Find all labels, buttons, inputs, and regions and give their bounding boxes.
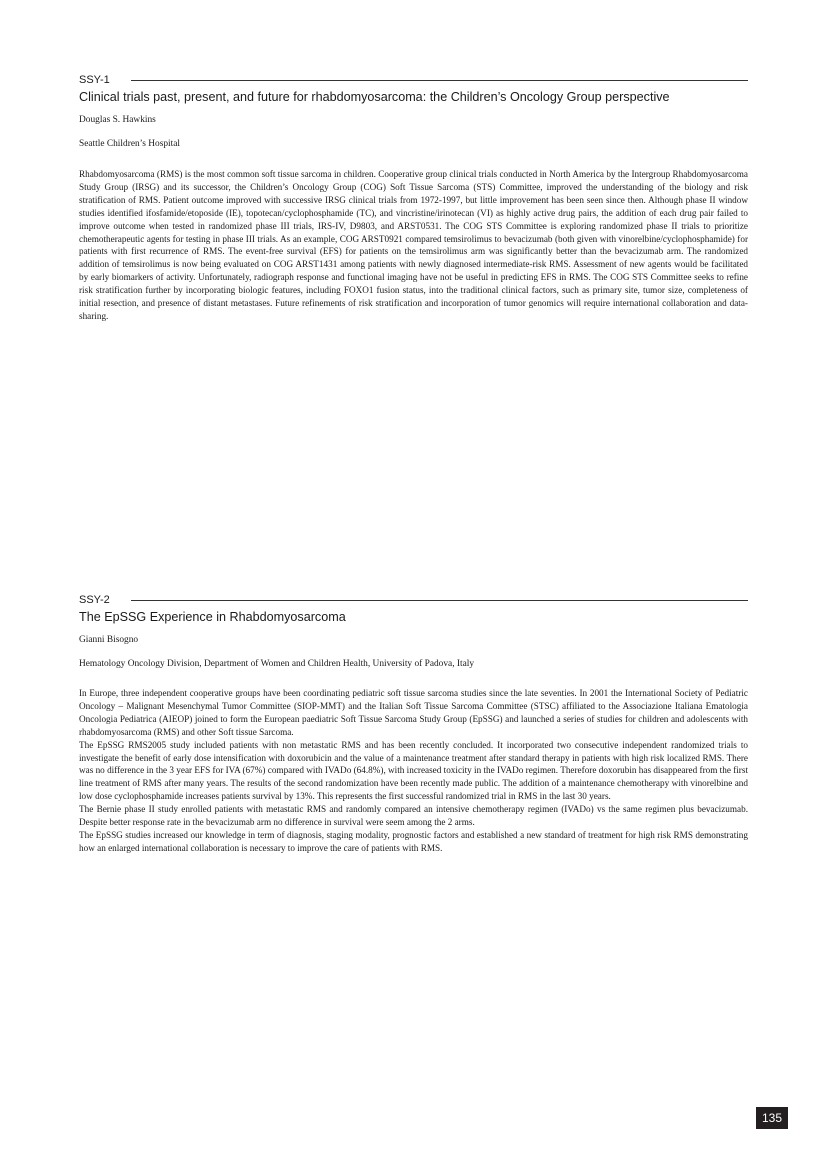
abstract-header bbox=[79, 593, 748, 607]
body-paragraph: The Bernie phase II study enrolled patients with metastatic RMS and randomly compared an intensive chemotherapy regimen (IVADo) vs the same regimen plus bevacizumab. Despite better response rate in the bevacizumab arm no difference in survival were seem among the 2 arms. bbox=[79, 804, 748, 828]
author-name: Gianni Bisogno bbox=[79, 635, 139, 645]
header-rule bbox=[131, 80, 748, 81]
abstract-ssy-2 bbox=[79, 593, 748, 855]
abstract-code: SSY-2 bbox=[79, 594, 110, 606]
abstract-body bbox=[79, 168, 748, 323]
abstract-ssy-1 bbox=[79, 73, 748, 323]
body-paragraph: The EpSSG studies increased our knowledge in term of diagnosis, staging modality, prognostic factors and established a new standard of treatment for high risk RMS demonstrating how an enlarged international collaboration is necessary to improve the care of patients with RMS. bbox=[79, 829, 748, 853]
abstract-header bbox=[79, 73, 748, 87]
author-affiliation: Hematology Oncology Division, Department of Women and Children Health, University of Padova, Italy bbox=[79, 659, 475, 669]
header-rule bbox=[131, 600, 748, 601]
abstract-title: Clinical trials past, present, and future for rhabdomyosarcoma: the Children’s Oncology Group perspective bbox=[79, 90, 670, 104]
author-name: Douglas S. Hawkins bbox=[79, 115, 156, 125]
author-affiliation: Seattle Children’s Hospital bbox=[79, 139, 181, 149]
page-number: 135 bbox=[756, 1107, 788, 1129]
body-paragraph: Rhabdomyosarcoma (RMS) is the most common soft tissue sarcoma in children. Cooperative group clinical trials conducted in North America by the Intergroup Rhabdomyosarcoma Study Group (IRSG) and its successor, the Children’s Oncology Group (COG) Soft Tissue Sarcoma (STS) Committee, improved the understanding of the biology and risk stratification of RMS. Patient outcome improved with successive IRSG clinical trials from 1972-1997, but little improvement has been seen since then. Although phase II window studies identified ifosfamide/etoposide (IE), topotecan/cyclophosphamide (TC), and vincristine/irinotecan (VI) as highly active drug pairs, the addition of each drug pair failed to improve outcome when tested in randomized phase III trials, IRS-IV, D9803, and ARST0531. The COG STS Committee is exploring randomized phase II trials to prioritize chemotherapeutic agents for testing in phase III trials. As an example, COG ARST0921 compared temsirolimus to bevacizumab (both given with vinorelbine/cyclophosphamide) for patients with first recurrence of RMS. The event-free survival (EFS) for patients on the temsirolimus arm was significantly better than the bevacizumab arm. The randomized addition of temsirolimus is now being evaluated on COG ARST1431 among patients with newly diagnosed intermediate-risk RMS. Assessment of new agents would be facilitated by early biomarkers of activity. Unfortunately, radiograph response and functional imaging have not be useful in predicting EFS in RMS. The COG STS Committee seeks to refine risk stratification further by incorporating biologic features, including FOXO1 fusion status, into the traditional clinical factors, such as primary site, tumor size, completeness of initial resection, and presence of distant metastases. Future refinements of risk stratification and incorporation of tumor genomics will require international collaboration and data-sharing. bbox=[79, 169, 748, 321]
abstract-body bbox=[79, 687, 748, 855]
abstract-code: SSY-1 bbox=[79, 74, 110, 86]
abstract-title: The EpSSG Experience in Rhabdomyosarcoma bbox=[79, 610, 346, 624]
body-paragraph: The EpSSG RMS2005 study included patients with non metastatic RMS and has been recently concluded. It incorporated two consecutive independent randomized trials to investigate the benefit of early dose intensification with doxorubicin and the value of a maintenance treatment after standard therapy in patients with high risk localized RMS. There was no difference in the 3 year EFS for IVA (67%) compared with IVADo (64.8%), with increased toxicity in the IVADo regimen. Therefore doxorubin has disappeared from the first line treatment of RMS after many years. The results of the second randomization have been recently made public. The addition of a maintenance chemotherapy with vinorelbine and low dose cyclophosphamide increases patients survival by 13%. This represents the first successful randomized trial in RMS in the last 30 years. bbox=[79, 739, 748, 802]
body-paragraph: In Europe, three independent cooperative groups have been coordinating pediatric soft tissue sarcoma studies since the late seventies. In 2001 the International Society of Pediatric Oncology – Malignant Mesenchymal Tumor Committee (SIOP-MMT) and the Italian Soft Tissue Sarcoma Committee (STSC) affiliated to the Associazione Italiana Ematologia Oncologia Pediatrica (AIEOP) joined to form the European paediatric Soft Tissue Sarcoma Study Group (EpSSG) and launched a series of studies for children and adolescents with rhabdomyosarcoma (RMS) and other Soft tissue Sarcoma. bbox=[79, 688, 748, 737]
